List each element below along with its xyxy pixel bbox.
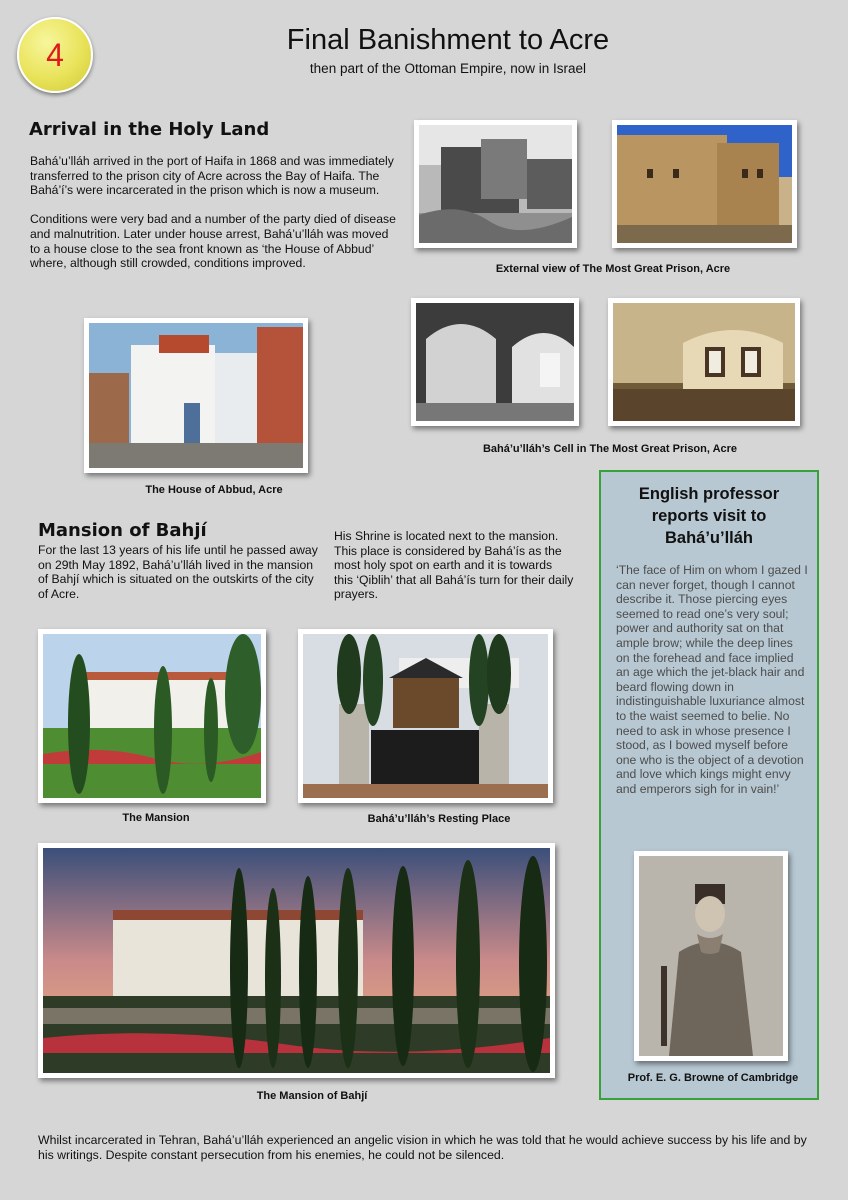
resting-place-photo bbox=[298, 629, 553, 803]
arrival-paragraph-2: Conditions were very bad and a number of the party died of disease and malnutrition. Later under house arrest, Bahá’u’lláh was moved to a house close to the sea front known as ‘the House of Abbud’ where, although still crowded, conditions improved. bbox=[30, 212, 396, 271]
arrival-text bbox=[30, 154, 400, 285]
page-subtitle: then part of the Ottoman Empire, now in Israel bbox=[309, 61, 587, 76]
professor-caption: Prof. E. G. Browne of Cambridge bbox=[627, 1072, 799, 1084]
bahji-left-text: For the last 13 years of his life until he passed away on 29th May 1892, Bahá’u’lláh lived in the mansion of Bahjí which is situated on the outskirts of the city of Acre. bbox=[38, 543, 318, 601]
professor-quote: ‘The face of Him on whom I gazed I can never forget, though I cannot describe it. Those piercing eyes seemed to read one’s very soul; power and authority sat on that ample brow; while the deep lines on the forehead and face implied an age which the jet-black hair and beard flowing down in indistinguishable luxuriance almost to the waist seemed to belie. No need to ask in whose presence I stood, as I bowed myself before one who is the object of a devotion and love which kings might envy and emperors sigh for in vain!’ bbox=[616, 563, 808, 796]
bahji-heading: Mansion of Bahjí bbox=[38, 520, 207, 541]
prison-cell-caption: Bahá’u’lláh’s Cell in The Most Great Prison, Acre bbox=[482, 443, 738, 455]
resting-place-caption: Bahá’u’lláh’s Resting Place bbox=[367, 813, 511, 825]
professor-portrait bbox=[634, 851, 788, 1061]
mansion-of-bahji-photo bbox=[38, 843, 555, 1078]
footer-text: Whilst incarcerated in Tehran, Bahá’u’lláh experienced an angelic vision in which he was told that he would achieve success by his life and by his writings. Despite constant persecution from his enemies, he could not be silenced. bbox=[38, 1133, 807, 1162]
mansion-photo bbox=[38, 629, 266, 803]
arrival-paragraph-1: Bahá’u’lláh arrived in the port of Haifa in 1868 and was immediately transferred to the prison city of Acre across the Bay of Haifa. The Bahá’í’s were incarcerated in the prison which is now a museum. bbox=[30, 154, 394, 198]
page-number-badge bbox=[17, 17, 93, 93]
bahji-right-text: His Shrine is located next to the mansion. This place is considered by Bahá’ís as the most holy spot on earth and it is towards this ‘Qiblih’ that all Bahá’ís turn for their daily prayers. bbox=[334, 529, 574, 602]
professor-panel-title: English professor reports visit to Bahá’u’lláh bbox=[638, 485, 780, 547]
prison-exterior-photo-bw bbox=[414, 120, 577, 248]
page-title: Final Banishment to Acre bbox=[286, 24, 610, 56]
mansion-caption: The Mansion bbox=[122, 812, 190, 824]
house-of-abbud-photo bbox=[84, 318, 308, 473]
page-number: 4 bbox=[46, 36, 64, 73]
house-of-abbud-caption: The House of Abbud, Acre bbox=[145, 484, 283, 496]
arrival-heading: Arrival in the Holy Land bbox=[29, 119, 270, 140]
prison-exterior-caption: External view of The Most Great Prison, Acre bbox=[495, 263, 731, 275]
mansion-of-bahji-caption: The Mansion of Bahjí bbox=[256, 1090, 368, 1102]
prison-exterior-photo-color bbox=[612, 120, 797, 248]
prison-cell-photo-color bbox=[608, 298, 800, 426]
prison-cell-photo-bw bbox=[411, 298, 579, 426]
